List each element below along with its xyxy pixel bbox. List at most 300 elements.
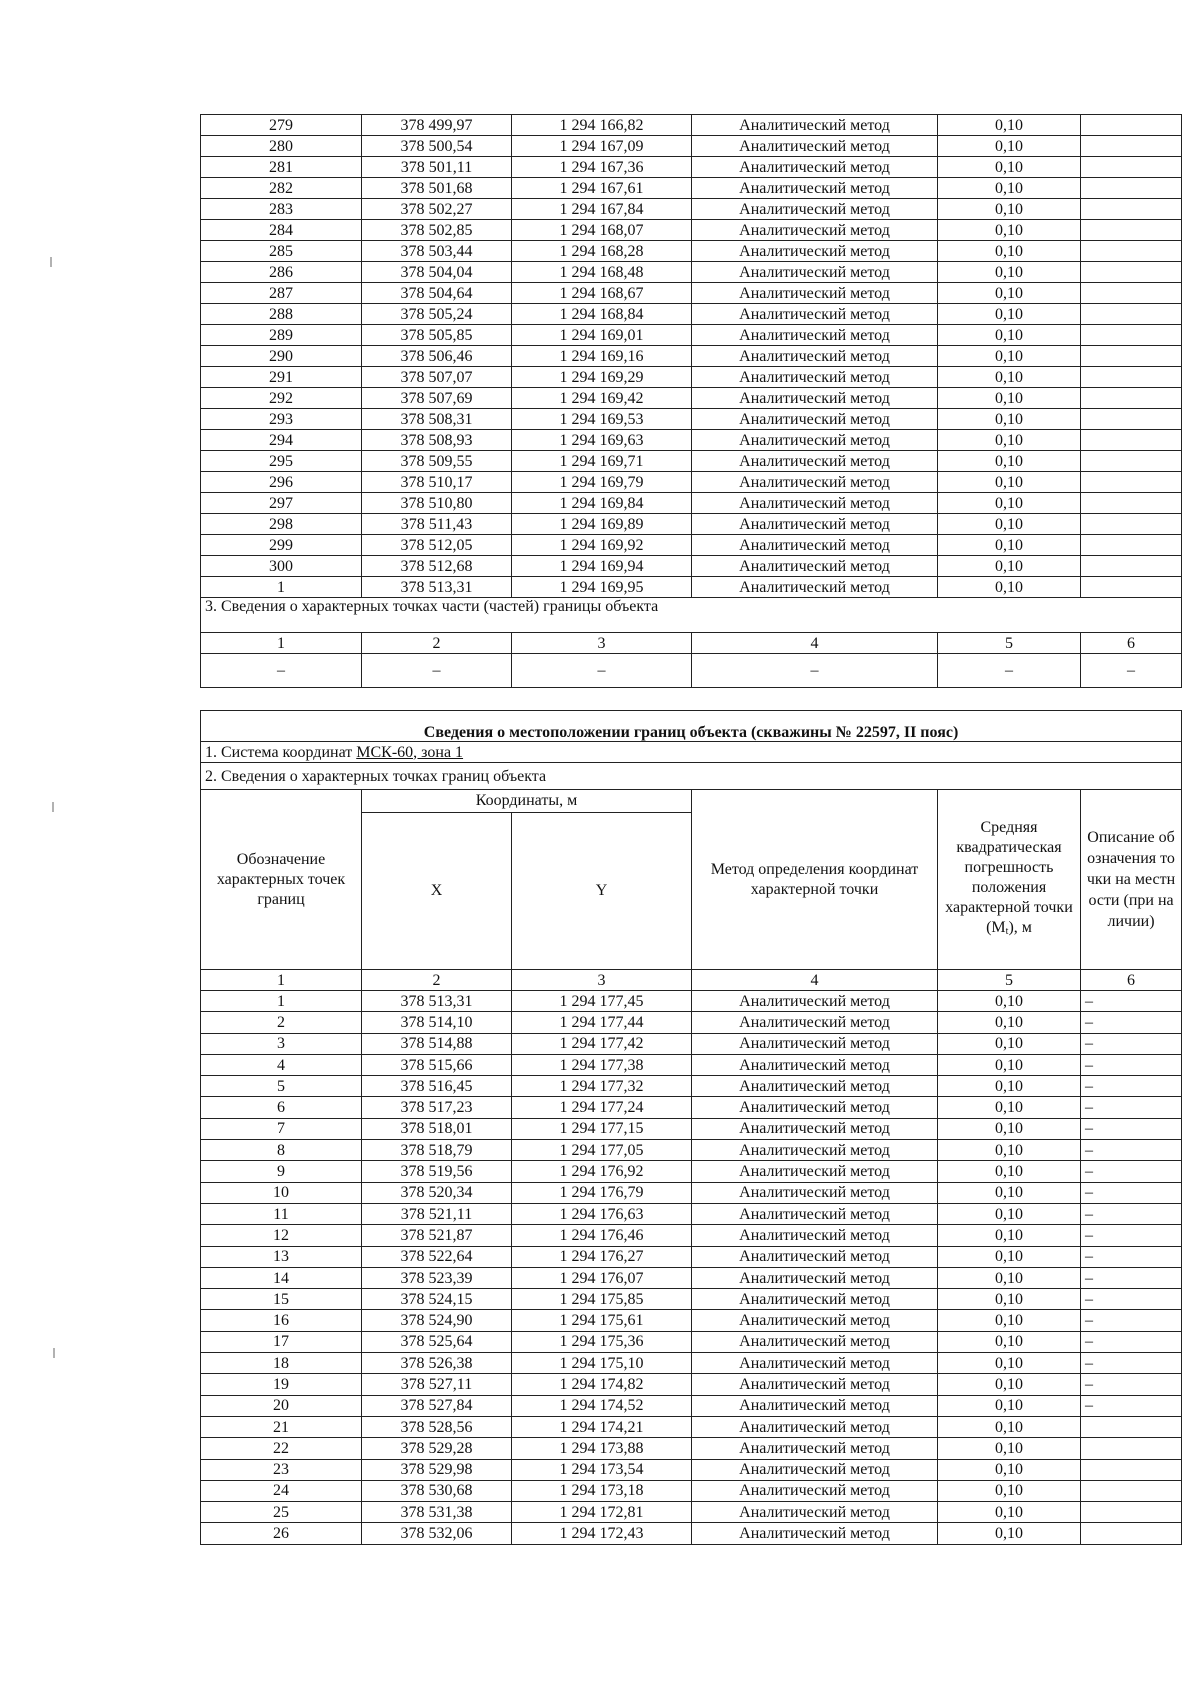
description-cell: –	[1081, 1140, 1182, 1161]
x-coordinate-cell: 378 508,93	[362, 430, 512, 451]
method-cell: Аналитический метод	[692, 199, 938, 220]
method-cell: Аналитический метод	[692, 1459, 938, 1480]
method-cell: Аналитический метод	[692, 1033, 938, 1054]
x-coordinate-cell: 378 509,55	[362, 451, 512, 472]
mean-error-cell: 0,10	[938, 115, 1081, 136]
y-coordinate-cell: 1 294 176,46	[512, 1225, 692, 1246]
mean-error-cell: 0,10	[938, 1161, 1081, 1182]
y-coordinate-cell: 1 294 169,89	[512, 514, 692, 535]
method-cell: Аналитический метод	[692, 577, 938, 598]
y-coordinate-cell: 1 294 168,84	[512, 304, 692, 325]
method-cell: Аналитический метод	[692, 241, 938, 262]
table-row	[201, 1523, 1182, 1544]
mean-error-cell: 0,10	[938, 367, 1081, 388]
x-coordinate-cell: 378 532,06	[362, 1523, 512, 1544]
y-coordinate-cell: 1 294 175,36	[512, 1331, 692, 1352]
point-number-cell: 9	[201, 1161, 362, 1182]
mean-error-cell: 0,10	[938, 346, 1081, 367]
mean-error-cell: 0,10	[938, 409, 1081, 430]
description-cell: –	[1081, 1225, 1182, 1246]
method-cell: Аналитический метод	[692, 1267, 938, 1288]
part3-dash-row	[201, 654, 1182, 688]
header-error-tail: ), м	[1008, 918, 1032, 936]
table-row	[201, 1203, 1182, 1224]
point-number-cell: 2	[201, 1012, 362, 1033]
y-coordinate-cell: 1 294 167,61	[512, 178, 692, 199]
y-coordinate-cell: 1 294 169,42	[512, 388, 692, 409]
mean-error-cell: 0,10	[938, 1459, 1081, 1480]
mean-error-cell: 0,10	[938, 451, 1081, 472]
mean-error-cell: 0,10	[938, 178, 1081, 199]
mean-error-cell: 0,10	[938, 1331, 1081, 1352]
point-number-cell: 282	[201, 178, 362, 199]
y-coordinate-cell: 1 294 173,54	[512, 1459, 692, 1480]
point-number-cell: 6	[201, 1097, 362, 1118]
method-cell: Аналитический метод	[692, 220, 938, 241]
point-number-cell: 291	[201, 367, 362, 388]
description-cell	[1081, 430, 1182, 451]
x-coordinate-cell: 378 531,38	[362, 1502, 512, 1523]
description-cell	[1081, 514, 1182, 535]
mean-error-cell: 0,10	[938, 388, 1081, 409]
description-cell: –	[1081, 1331, 1182, 1352]
table-row	[201, 1012, 1182, 1033]
mean-error-cell: 0,10	[938, 556, 1081, 577]
y-coordinate-cell: 1 294 173,88	[512, 1438, 692, 1459]
y-coordinate-cell: 1 294 169,92	[512, 535, 692, 556]
method-cell: Аналитический метод	[692, 115, 938, 136]
point-number-cell: 1	[201, 991, 362, 1012]
x-coordinate-cell: 378 517,23	[362, 1097, 512, 1118]
table-row	[201, 304, 1182, 325]
mean-error-cell: 0,10	[938, 1033, 1081, 1054]
description-cell	[1081, 493, 1182, 514]
y-coordinate-cell: 1 294 177,44	[512, 1012, 692, 1033]
dash-cell: –	[1081, 654, 1182, 688]
point-number-cell: 11	[201, 1203, 362, 1224]
point-number-cell: 295	[201, 451, 362, 472]
description-cell	[1081, 199, 1182, 220]
table-row	[201, 1289, 1182, 1310]
y-coordinate-cell: 1 294 174,82	[512, 1374, 692, 1395]
column-number-cell: 3	[512, 633, 692, 654]
mean-error-cell: 0,10	[938, 1267, 1081, 1288]
mean-error-cell: 0,10	[938, 514, 1081, 535]
y-coordinate-cell: 1 294 169,01	[512, 325, 692, 346]
method-cell: Аналитический метод	[692, 178, 938, 199]
description-cell: –	[1081, 1161, 1182, 1182]
table-row	[201, 1097, 1182, 1118]
description-cell	[1081, 1502, 1182, 1523]
point-number-cell: 1	[201, 577, 362, 598]
table-row	[201, 115, 1182, 136]
x-coordinate-cell: 378 520,34	[362, 1182, 512, 1203]
mean-error-cell: 0,10	[938, 1054, 1081, 1075]
table-row	[201, 577, 1182, 598]
y-coordinate-cell: 1 294 169,84	[512, 493, 692, 514]
table-row	[201, 556, 1182, 577]
x-coordinate-cell: 378 507,69	[362, 388, 512, 409]
method-cell: Аналитический метод	[692, 514, 938, 535]
x-coordinate-cell: 378 524,15	[362, 1289, 512, 1310]
point-number-cell: 281	[201, 157, 362, 178]
method-cell: Аналитический метод	[692, 493, 938, 514]
x-coordinate-cell: 378 502,85	[362, 220, 512, 241]
column-number-cell: 3	[512, 970, 692, 991]
header-y: Y	[512, 813, 692, 970]
method-cell: Аналитический метод	[692, 1416, 938, 1437]
header-designation: Обозначение характерных точек границ	[201, 790, 362, 970]
mean-error-cell: 0,10	[938, 1395, 1081, 1416]
y-coordinate-cell: 1 294 169,16	[512, 346, 692, 367]
table-row	[201, 535, 1182, 556]
point-number-cell: 284	[201, 220, 362, 241]
description-cell: –	[1081, 1353, 1182, 1374]
y-coordinate-cell: 1 294 175,10	[512, 1353, 692, 1374]
table-row	[201, 1076, 1182, 1097]
y-coordinate-cell: 1 294 168,07	[512, 220, 692, 241]
part3-title: 3. Сведения о характерных точках части (частей) границы объекта	[201, 598, 1182, 633]
y-coordinate-cell: 1 294 172,81	[512, 1502, 692, 1523]
x-coordinate-cell: 378 515,66	[362, 1054, 512, 1075]
method-cell: Аналитический метод	[692, 1395, 938, 1416]
column-number-cell: 6	[1081, 633, 1182, 654]
column-number-cell: 5	[938, 633, 1081, 654]
column-number-cell: 5	[938, 970, 1081, 991]
dash-cell: –	[512, 654, 692, 688]
description-cell: –	[1081, 1203, 1182, 1224]
x-coordinate-cell: 378 518,79	[362, 1140, 512, 1161]
column-number-cell: 2	[362, 970, 512, 991]
column-number-cell: 2	[362, 633, 512, 654]
point-number-cell: 10	[201, 1182, 362, 1203]
x-coordinate-cell: 378 511,43	[362, 514, 512, 535]
coordinate-system-label: 1. Система координат	[205, 743, 357, 761]
x-coordinate-cell: 378 524,90	[362, 1310, 512, 1331]
description-cell	[1081, 535, 1182, 556]
x-coordinate-cell: 378 514,10	[362, 1012, 512, 1033]
table-row	[201, 1161, 1182, 1182]
x-coordinate-cell: 378 529,28	[362, 1438, 512, 1459]
y-coordinate-cell: 1 294 177,15	[512, 1118, 692, 1139]
mean-error-cell: 0,10	[938, 325, 1081, 346]
point-number-cell: 17	[201, 1331, 362, 1352]
y-coordinate-cell: 1 294 174,21	[512, 1416, 692, 1437]
y-coordinate-cell: 1 294 177,45	[512, 991, 692, 1012]
x-coordinate-cell: 378 529,98	[362, 1459, 512, 1480]
y-coordinate-cell: 1 294 168,48	[512, 262, 692, 283]
method-cell: Аналитический метод	[692, 1246, 938, 1267]
point-number-cell: 290	[201, 346, 362, 367]
x-coordinate-cell: 378 519,56	[362, 1161, 512, 1182]
method-cell: Аналитический метод	[692, 283, 938, 304]
description-cell	[1081, 451, 1182, 472]
table-row	[201, 1416, 1182, 1437]
y-coordinate-cell: 1 294 167,36	[512, 157, 692, 178]
x-coordinate-cell: 378 504,04	[362, 262, 512, 283]
mean-error-cell: 0,10	[938, 157, 1081, 178]
point-number-cell: 294	[201, 430, 362, 451]
header-error	[938, 790, 1081, 970]
header-error-sub: t	[1005, 925, 1009, 937]
x-coordinate-cell: 378 513,31	[362, 991, 512, 1012]
y-coordinate-cell: 1 294 176,92	[512, 1161, 692, 1182]
table-row	[201, 367, 1182, 388]
y-coordinate-cell: 1 294 176,79	[512, 1182, 692, 1203]
y-coordinate-cell: 1 294 169,79	[512, 472, 692, 493]
description-cell: –	[1081, 1012, 1182, 1033]
description-cell: –	[1081, 1097, 1182, 1118]
method-cell: Аналитический метод	[692, 1523, 938, 1544]
mean-error-cell: 0,10	[938, 991, 1081, 1012]
description-cell: –	[1081, 1267, 1182, 1288]
y-coordinate-cell: 1 294 167,84	[512, 199, 692, 220]
method-cell: Аналитический метод	[692, 1012, 938, 1033]
mean-error-cell: 0,10	[938, 472, 1081, 493]
table-row	[201, 472, 1182, 493]
description-cell: –	[1081, 991, 1182, 1012]
description-cell	[1081, 325, 1182, 346]
y-coordinate-cell: 1 294 177,38	[512, 1054, 692, 1075]
table-row	[201, 493, 1182, 514]
coordinate-system-value: МСК-60, зона 1	[356, 743, 464, 761]
y-coordinate-cell: 1 294 176,63	[512, 1203, 692, 1224]
point-number-cell: 14	[201, 1267, 362, 1288]
point-number-cell: 285	[201, 241, 362, 262]
points-title: 2. Сведения о характерных точках границ объекта	[201, 763, 1182, 790]
y-coordinate-cell: 1 294 167,09	[512, 136, 692, 157]
x-coordinate-cell: 378 525,64	[362, 1331, 512, 1352]
method-cell: Аналитический метод	[692, 472, 938, 493]
x-coordinate-cell: 378 527,84	[362, 1395, 512, 1416]
table-row	[201, 1246, 1182, 1267]
table-row	[201, 199, 1182, 220]
header-coordinates: Координаты, м	[362, 790, 692, 813]
x-coordinate-cell: 378 500,54	[362, 136, 512, 157]
description-cell	[1081, 1459, 1182, 1480]
x-coordinate-cell: 378 508,31	[362, 409, 512, 430]
description-cell: –	[1081, 1118, 1182, 1139]
y-coordinate-cell: 1 294 177,32	[512, 1076, 692, 1097]
description-cell: –	[1081, 1076, 1182, 1097]
mean-error-cell: 0,10	[938, 1416, 1081, 1437]
y-coordinate-cell: 1 294 175,85	[512, 1289, 692, 1310]
mean-error-cell: 0,10	[938, 1502, 1081, 1523]
scan-speck	[50, 257, 52, 267]
description-cell: –	[1081, 1054, 1182, 1075]
description-cell: –	[1081, 1395, 1182, 1416]
method-cell: Аналитический метод	[692, 1161, 938, 1182]
mean-error-cell: 0,10	[938, 1140, 1081, 1161]
part3-column-numbers	[201, 633, 1182, 654]
y-coordinate-cell: 1 294 169,29	[512, 367, 692, 388]
method-cell: Аналитический метод	[692, 1225, 938, 1246]
table-row	[201, 346, 1182, 367]
point-number-cell: 20	[201, 1395, 362, 1416]
x-coordinate-cell: 378 521,87	[362, 1225, 512, 1246]
point-number-cell: 7	[201, 1118, 362, 1139]
y-coordinate-cell: 1 294 169,95	[512, 577, 692, 598]
x-coordinate-cell: 378 523,39	[362, 1267, 512, 1288]
point-number-cell: 21	[201, 1416, 362, 1437]
dash-cell: –	[362, 654, 512, 688]
table-row	[201, 1033, 1182, 1054]
mean-error-cell: 0,10	[938, 430, 1081, 451]
mean-error-cell: 0,10	[938, 1310, 1081, 1331]
method-cell: Аналитический метод	[692, 304, 938, 325]
method-cell: Аналитический метод	[692, 346, 938, 367]
point-number-cell: 289	[201, 325, 362, 346]
y-coordinate-cell: 1 294 172,43	[512, 1523, 692, 1544]
description-cell	[1081, 115, 1182, 136]
x-coordinate-cell: 378 501,11	[362, 157, 512, 178]
y-coordinate-cell: 1 294 177,24	[512, 1097, 692, 1118]
x-coordinate-cell: 378 504,64	[362, 283, 512, 304]
point-number-cell: 283	[201, 199, 362, 220]
method-cell: Аналитический метод	[692, 1203, 938, 1224]
mean-error-cell: 0,10	[938, 1374, 1081, 1395]
table-row	[201, 1374, 1182, 1395]
dash-cell: –	[692, 654, 938, 688]
method-cell: Аналитический метод	[692, 1480, 938, 1501]
mean-error-cell: 0,10	[938, 1480, 1081, 1501]
table-row	[201, 514, 1182, 535]
method-cell: Аналитический метод	[692, 430, 938, 451]
table-row	[201, 178, 1182, 199]
description-cell: –	[1081, 1374, 1182, 1395]
mean-error-cell: 0,10	[938, 535, 1081, 556]
table-row	[201, 1054, 1182, 1075]
table-row	[201, 1140, 1182, 1161]
x-coordinate-cell: 378 505,85	[362, 325, 512, 346]
point-number-cell: 286	[201, 262, 362, 283]
point-number-cell: 23	[201, 1459, 362, 1480]
method-cell: Аналитический метод	[692, 1310, 938, 1331]
table-row	[201, 1267, 1182, 1288]
mean-error-cell: 0,10	[938, 1182, 1081, 1203]
table-row	[201, 1310, 1182, 1331]
point-number-cell: 299	[201, 535, 362, 556]
table-row	[201, 283, 1182, 304]
point-number-cell: 296	[201, 472, 362, 493]
x-coordinate-cell: 378 506,46	[362, 346, 512, 367]
point-number-cell: 25	[201, 1502, 362, 1523]
header-error-main: Средняя квадратическая погрешность положения характерной точки (M	[945, 818, 1073, 936]
point-number-cell: 293	[201, 409, 362, 430]
point-number-cell: 22	[201, 1438, 362, 1459]
column-number-cell: 4	[692, 633, 938, 654]
column-number-cell: 1	[201, 633, 362, 654]
method-cell: Аналитический метод	[692, 1054, 938, 1075]
point-number-cell: 287	[201, 283, 362, 304]
method-cell: Аналитический метод	[692, 136, 938, 157]
x-coordinate-cell: 378 501,68	[362, 178, 512, 199]
method-cell: Аналитический метод	[692, 1353, 938, 1374]
table-row	[201, 1480, 1182, 1501]
y-coordinate-cell: 1 294 174,52	[512, 1395, 692, 1416]
x-coordinate-cell: 378 512,05	[362, 535, 512, 556]
method-cell: Аналитический метод	[692, 157, 938, 178]
method-cell: Аналитический метод	[692, 1374, 938, 1395]
point-number-cell: 3	[201, 1033, 362, 1054]
x-coordinate-cell: 378 505,24	[362, 304, 512, 325]
mean-error-cell: 0,10	[938, 1097, 1081, 1118]
method-cell: Аналитический метод	[692, 1502, 938, 1523]
column-number-cell: 4	[692, 970, 938, 991]
dash-cell: –	[201, 654, 362, 688]
y-coordinate-cell: 1 294 169,71	[512, 451, 692, 472]
table-row	[201, 451, 1182, 472]
description-cell	[1081, 472, 1182, 493]
table-row	[201, 388, 1182, 409]
header-x: X	[362, 813, 512, 970]
x-coordinate-cell: 378 513,31	[362, 577, 512, 598]
y-coordinate-cell: 1 294 176,27	[512, 1246, 692, 1267]
y-coordinate-cell: 1 294 177,42	[512, 1033, 692, 1054]
y-coordinate-cell: 1 294 169,53	[512, 409, 692, 430]
method-cell: Аналитический метод	[692, 1076, 938, 1097]
description-cell	[1081, 283, 1182, 304]
description-cell	[1081, 220, 1182, 241]
method-cell: Аналитический метод	[692, 1118, 938, 1139]
method-cell: Аналитический метод	[692, 1097, 938, 1118]
table-row	[201, 1459, 1182, 1480]
mean-error-cell: 0,10	[938, 1225, 1081, 1246]
table-row	[201, 262, 1182, 283]
point-number-cell: 24	[201, 1480, 362, 1501]
table-row	[201, 220, 1182, 241]
mean-error-cell: 0,10	[938, 1118, 1081, 1139]
method-cell: Аналитический метод	[692, 991, 938, 1012]
table-row	[201, 1225, 1182, 1246]
x-coordinate-cell: 378 499,97	[362, 115, 512, 136]
header-description: Описание обозначения точки на местности (при наличии)	[1081, 790, 1182, 970]
method-cell: Аналитический метод	[692, 388, 938, 409]
method-cell: Аналитический метод	[692, 535, 938, 556]
point-number-cell: 280	[201, 136, 362, 157]
point-number-cell: 292	[201, 388, 362, 409]
method-cell: Аналитический метод	[692, 409, 938, 430]
well-boundary-rows	[201, 991, 1182, 1545]
point-number-cell: 300	[201, 556, 362, 577]
point-number-cell: 12	[201, 1225, 362, 1246]
y-coordinate-cell: 1 294 168,28	[512, 241, 692, 262]
x-coordinate-cell: 378 527,11	[362, 1374, 512, 1395]
description-cell	[1081, 556, 1182, 577]
x-coordinate-cell: 378 510,80	[362, 493, 512, 514]
x-coordinate-cell: 378 516,45	[362, 1076, 512, 1097]
description-cell: –	[1081, 1310, 1182, 1331]
point-number-cell: 4	[201, 1054, 362, 1075]
point-number-cell: 297	[201, 493, 362, 514]
point-number-cell: 288	[201, 304, 362, 325]
table-row	[201, 241, 1182, 262]
column-number-cell: 1	[201, 970, 362, 991]
x-coordinate-cell: 378 512,68	[362, 556, 512, 577]
description-cell	[1081, 241, 1182, 262]
point-number-cell: 279	[201, 115, 362, 136]
y-coordinate-cell: 1 294 177,05	[512, 1140, 692, 1161]
description-cell: –	[1081, 1033, 1182, 1054]
description-cell	[1081, 346, 1182, 367]
description-cell	[1081, 367, 1182, 388]
table-row	[201, 136, 1182, 157]
scan-speck	[52, 802, 54, 812]
header-method: Метод определения координат характерной точки	[692, 790, 938, 970]
y-coordinate-cell: 1 294 169,63	[512, 430, 692, 451]
boundary-points-rows	[201, 115, 1182, 598]
description-cell	[1081, 178, 1182, 199]
